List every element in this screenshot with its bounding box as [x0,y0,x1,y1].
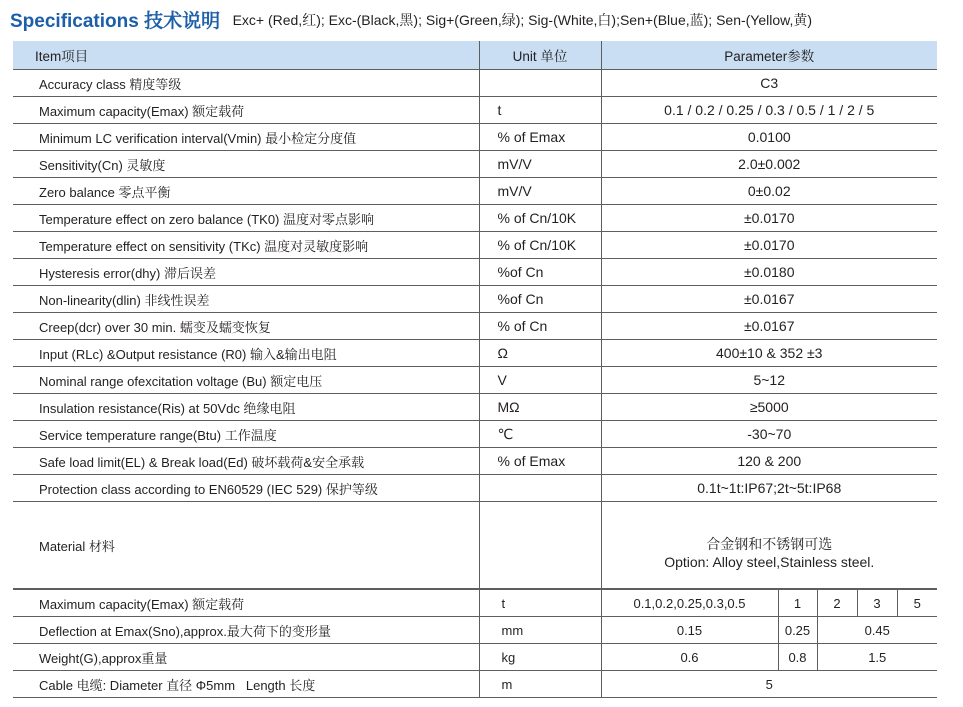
row-item: Deflection at Emax(Sno),approx.最大荷下的变形量 [13,617,479,644]
row-parameter: C3 [601,70,937,97]
row-unit [479,70,601,97]
row-unit: % of Emax [479,448,601,475]
row-item: Sensitivity(Cn) 灵敏度 [13,151,479,178]
table-row [13,475,937,502]
weight-value: 1.5 [817,644,937,671]
table-row [13,151,937,178]
page-title: Specifications 技术说明 [10,11,221,32]
table-row [13,313,937,340]
capacity-value: 0.1,0.2,0.25,0.3,0.5 [601,590,778,617]
row-unit: ℃ [479,421,601,448]
row-item: Protection class according to EN60529 (IEC 529) 保护等级 [13,475,479,502]
row-item: Temperature effect on sensitivity (TKc) 温度对灵敏度影响 [13,232,479,259]
row-unit [479,502,601,589]
table-row [13,286,937,313]
row-item: Zero balance 零点平衡 [13,178,479,205]
row-item: Creep(dcr) over 30 min. 蠕变及蠕变恢复 [13,313,479,340]
capacity-table [13,589,937,698]
row-parameter: 0.1t~1t:IP67;2t~5t:IP68 [601,475,937,502]
material-line-cn: 合金钢和不锈钢可选 [706,536,833,552]
row-item: Cable 电缆: Diameter 直径 Φ5mm Length 长度 [13,671,479,698]
row-unit: m [479,671,601,698]
row-unit: %of Cn [479,286,601,313]
row-unit: % of Cn/10K [479,232,601,259]
header [10,6,812,36]
table-row [13,448,937,475]
table-row [13,394,937,421]
column-header-unit: Unit 单位 [479,41,601,70]
row-item: Service temperature range(Btu) 工作温度 [13,421,479,448]
column-header-item: Item项目 [13,41,479,70]
column-header-parameter: Parameter参数 [601,41,937,70]
specifications-table [13,41,937,589]
row-parameter: 0.1 / 0.2 / 0.25 / 0.3 / 0.5 / 1 / 2 / 5 [601,97,937,124]
row-parameter: -30~70 [601,421,937,448]
row-parameter [601,502,937,589]
capacity-row [13,590,937,617]
deflection-value: 0.45 [817,617,937,644]
cable-value: 5 [601,671,937,698]
row-item: Nominal range ofexcitation voltage (Bu) 额定电压 [13,367,479,394]
cable-row [13,671,937,698]
row-unit: mm [479,617,601,644]
row-unit [479,475,601,502]
row-item: Temperature effect on zero balance (TK0) 温度对零点影响 [13,205,479,232]
table-row [13,367,937,394]
row-unit: t [479,590,601,617]
row-parameter: 400±10 & 352 ±3 [601,340,937,367]
row-item: Hysteresis error(dhy) 滞后误差 [13,259,479,286]
row-unit: % of Cn [479,313,601,340]
row-parameter: ≥5000 [601,394,937,421]
material-line-en: Option: Alloy steel,Stainless steel. [664,554,875,570]
table-row [13,232,937,259]
table-row [13,178,937,205]
row-parameter: ±0.0167 [601,286,937,313]
table-row [13,205,937,232]
capacity-value: 2 [817,590,857,617]
wiring-legend: Exc+ (Red,红); Exc-(Black,黑); Sig+(Green,绿); Sig-(White,白);Sen+(Blue,蓝); Sen-(Yellow,黄) [232,11,813,28]
weight-row [13,644,937,671]
row-parameter: 5~12 [601,367,937,394]
capacity-value: 1 [778,590,817,617]
row-item: Safe load limit(EL) & Break load(Ed) 破坏载荷&安全承载 [13,448,479,475]
weight-value: 0.6 [601,644,778,671]
deflection-value: 0.25 [778,617,817,644]
row-unit: % of Emax [479,124,601,151]
row-unit: t [479,97,601,124]
weight-value: 0.8 [778,644,817,671]
row-item: Weight(G),approx重量 [13,644,479,671]
row-item: Minimum LC verification interval(Vmin) 最小检定分度值 [13,124,479,151]
deflection-row [13,617,937,644]
row-parameter: ±0.0180 [601,259,937,286]
row-unit: %of Cn [479,259,601,286]
row-unit: mV/V [479,178,601,205]
row-item: Material 材料 [13,502,479,589]
row-unit: % of Cn/10K [479,205,601,232]
table-row [13,340,937,367]
row-item: Accuracy class 精度等级 [13,70,479,97]
row-unit: V [479,367,601,394]
table-row-material [13,502,937,589]
table-row [13,97,937,124]
row-parameter: 120 & 200 [601,448,937,475]
table-header-row [13,41,937,70]
row-parameter: 0.0100 [601,124,937,151]
table-row [13,259,937,286]
row-parameter: 0±0.02 [601,178,937,205]
table-row [13,70,937,97]
row-item: Non-linearity(dlin) 非线性误差 [13,286,479,313]
row-unit: mV/V [479,151,601,178]
row-parameter: ±0.0167 [601,313,937,340]
row-parameter: ±0.0170 [601,205,937,232]
row-item: Maximum capacity(Emax) 额定载荷 [13,590,479,617]
row-parameter: 2.0±0.002 [601,151,937,178]
row-unit: MΩ [479,394,601,421]
row-unit: kg [479,644,601,671]
row-item: Insulation resistance(Ris) at 50Vdc 绝缘电阻 [13,394,479,421]
row-parameter: ±0.0170 [601,232,937,259]
row-item: Input (RLc) &Output resistance (R0) 输入&输出电阻 [13,340,479,367]
capacity-value: 3 [857,590,897,617]
row-item: Maximum capacity(Emax) 额定载荷 [13,97,479,124]
table-row [13,421,937,448]
row-unit: Ω [479,340,601,367]
deflection-value: 0.15 [601,617,778,644]
table-row [13,124,937,151]
capacity-value: 5 [897,590,937,617]
